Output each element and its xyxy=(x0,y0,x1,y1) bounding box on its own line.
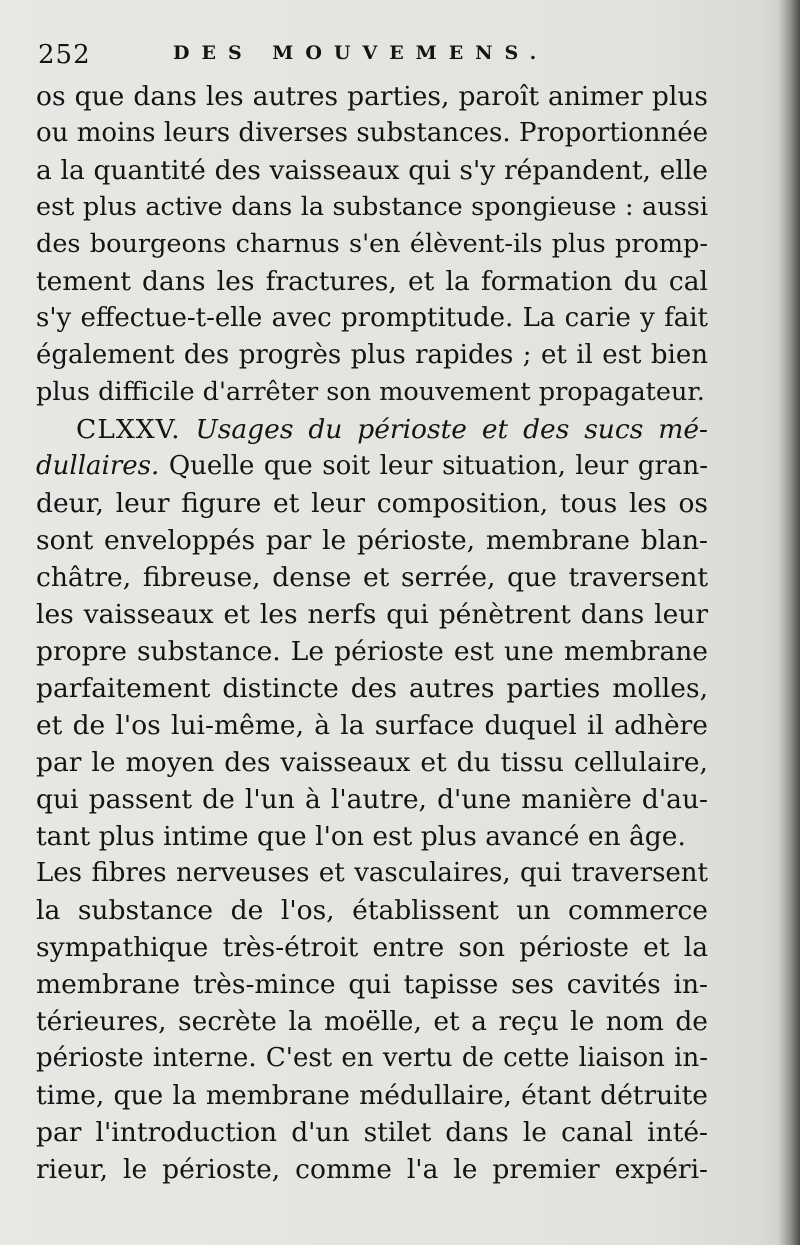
text-line: os que dans les autres parties, paroît animer plus xyxy=(36,81,708,112)
text-line: térieures, secrète la moëlle, et a reçu le nom de xyxy=(36,1006,708,1037)
running-title: DES MOUVEMENS. xyxy=(173,42,549,64)
section-text: Quelle que soit leur situation, leur gran- xyxy=(168,451,708,481)
text-line: tement dans les fractures, et la formation du cal xyxy=(36,266,708,297)
text-line: par l'introduction d'un stilet dans le canal inté- xyxy=(36,1117,708,1148)
text-line: par le moyen des vaisseaux et du tissu cellulaire, xyxy=(36,747,708,778)
text-line: également des progrès plus rapides ; et il est bien xyxy=(36,340,708,370)
section-number: CLXXV. xyxy=(76,414,181,445)
section-heading-line xyxy=(36,411,708,448)
page-number: 252 xyxy=(38,40,91,70)
text-line: Les fibres nerveuses et vasculaires, qui traversent xyxy=(36,858,708,888)
text-line: membrane très-mince qui tapisse ses cavités in- xyxy=(36,969,708,1000)
text-line: périoste interne. C'est en vertu de cette liaison in- xyxy=(36,1043,708,1073)
running-head xyxy=(38,40,678,80)
text-line: rieur, le périoste, comme l'a le premier expéri- xyxy=(36,1154,708,1185)
text-line: et de l'os lui-même, à la surface duquel il adhère xyxy=(36,710,708,741)
text-line: s'y effectue-t-elle avec promptitude. La carie y fait xyxy=(36,303,708,333)
text-line: propre substance. Le périoste est une membrane xyxy=(36,636,708,667)
body-text xyxy=(36,78,708,1188)
section-heading-line-2 xyxy=(36,448,708,485)
text-line: sympathique très-étroit entre son périoste et la xyxy=(36,932,708,963)
text-line: parfaitement distincte des autres parties molles, xyxy=(36,673,708,704)
text-line: ou moins leurs diverses substances. Proportionnée xyxy=(36,118,708,148)
text-line: qui passent de l'un à l'autre, d'une manière d'au- xyxy=(36,784,708,815)
text-line: est plus active dans la substance spongieuse : aussi xyxy=(36,192,708,222)
text-line: sont enveloppés par le périoste, membrane blan- xyxy=(36,525,708,556)
text-line: la substance de l'os, établissent un commerce xyxy=(36,895,708,926)
text-line: time, que la membrane médullaire, étant détruite xyxy=(36,1080,708,1111)
page-gutter-shadow xyxy=(778,0,800,1245)
text-line: tant plus intime que l'on est plus avancé en âge. xyxy=(36,821,686,852)
section-title: Usages du périoste et des sucs mé- xyxy=(195,414,708,445)
text-line: châtre, fibreuse, dense et serrée, que traversent xyxy=(36,562,708,593)
text-line: plus difficile d'arrêter son mouvement propagateur. xyxy=(36,377,705,407)
section-title-continued: dullaires. xyxy=(36,451,160,481)
text-line: les vaisseaux et les nerfs qui pénètrent dans leur xyxy=(36,599,708,630)
text-line: des bourgeons charnus s'en élèvent-ils plus promp- xyxy=(36,229,708,259)
text-line: a la quantité des vaisseaux qui s'y répandent, elle xyxy=(36,155,708,186)
text-line: deur, leur figure et leur composition, tous les os xyxy=(36,488,708,519)
